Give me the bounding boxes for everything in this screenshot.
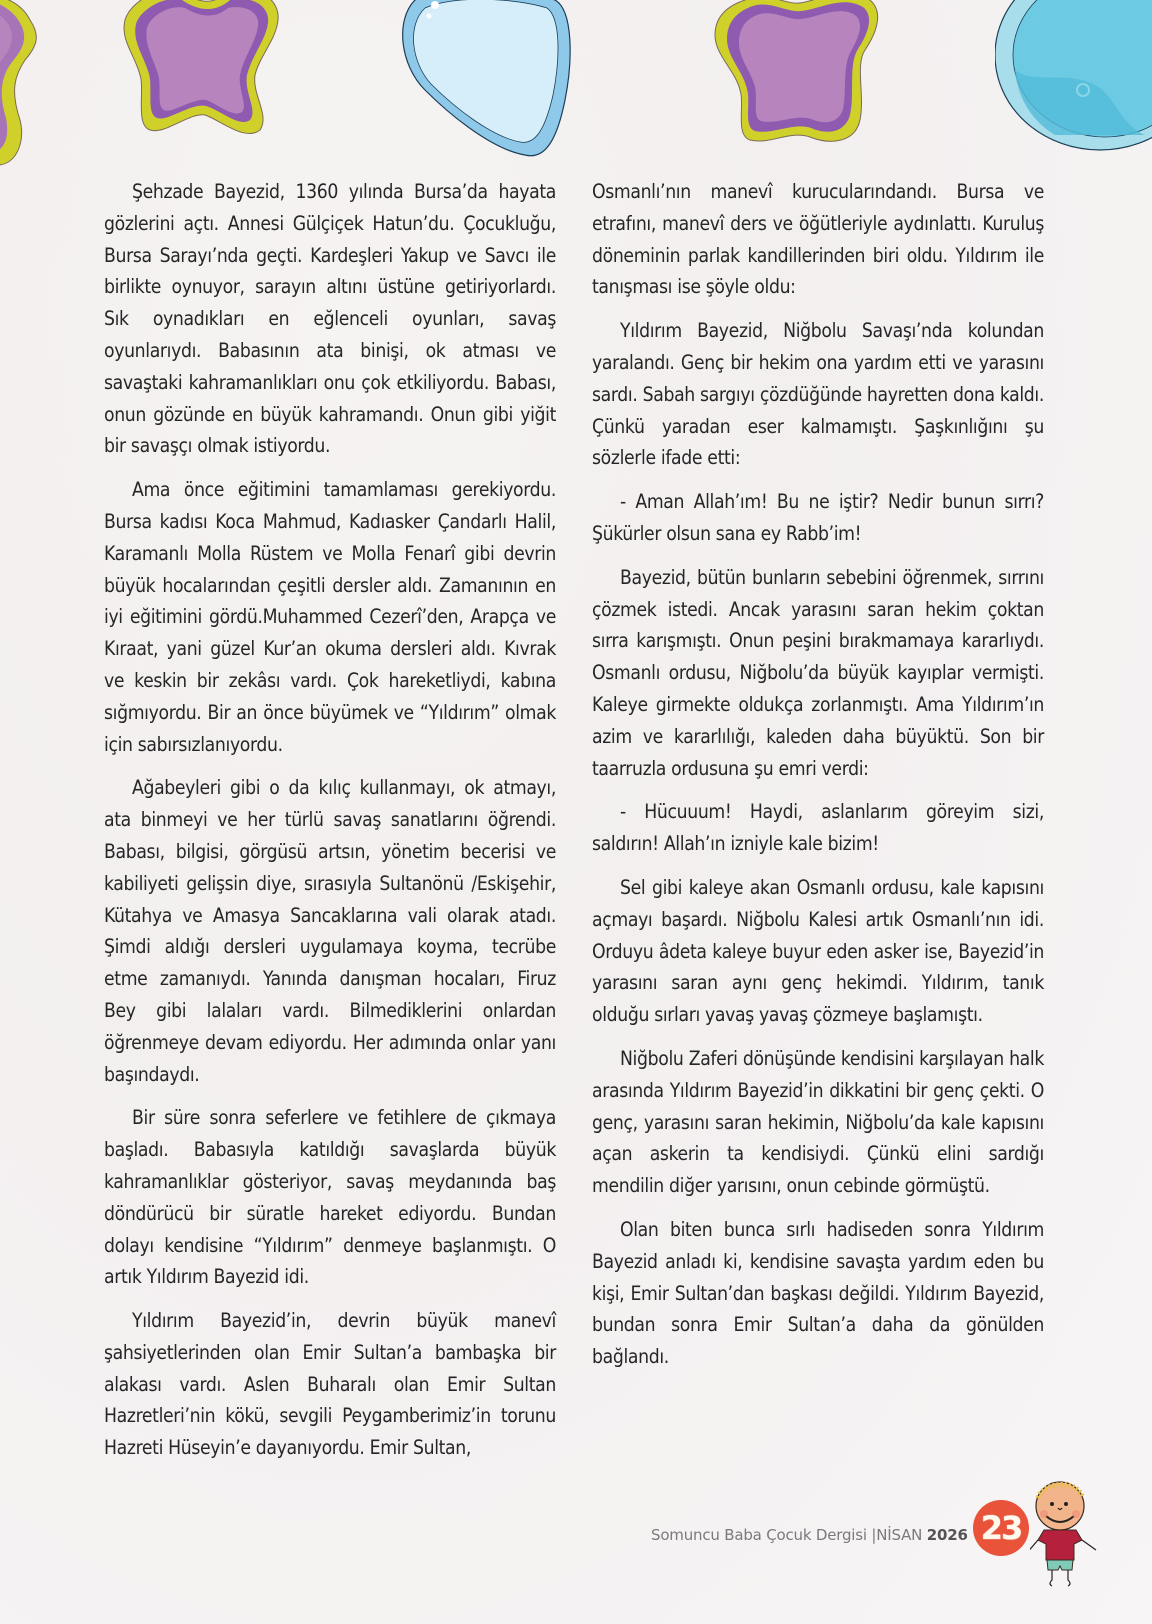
article-column-left	[104, 176, 556, 1476]
issue-year: 2026	[926, 1526, 968, 1544]
starfish-icon	[705, 0, 895, 150]
paragraph: Sel gibi kaleye akan Osmanlı ordusu, kale kapısını açmayı başardı. Niğbolu Kalesi artık Osmanlı’nın idi. Orduyu âdeta kaleye buyur eden asker ise, Bayezid’in yarasını saran aynı genç hekimdi. Yıldırım, tanık olduğu sırları yavaş yavaş çözmeye başlamıştı.	[592, 875, 1044, 1027]
starfish-icon	[120, 0, 300, 145]
starfish-icon	[0, 0, 85, 180]
paragraph: Yıldırım Bayezid, Niğbolu Savaşı’nda kolundan yaralandı. Genç bir hekim ona yardım etti ve yarasını sardı. Sabah sargıyı çözdüğünde hayretten dona kaldı. Çünkü yaradan eser kalmamıştı. Şaşkınlığını şu sözlerle ifade etti:	[592, 319, 1044, 470]
paragraph: Yıldırım Bayezid’in, devrin büyük manevî şahsiyetlerinden olan Emir Sultan’a bambaşka bir alakası vardı. Aslen Buharalı olan Emir Sultan Hazretleri’nin kökü, sevgili Peygamberimiz’in torunu Hazreti Hüseyin’e dayanıyordu. Emir Sultan,	[104, 1309, 556, 1460]
kid-character-icon	[1030, 1478, 1110, 1588]
footer-separator: |	[871, 1526, 877, 1544]
paragraph: Bayezid, bütün bunların sebebini öğrenmek, sırrını çözmek istedi. Ancak yarasını saran hekim çoktan sırra karışmıştı. Onun peşini bırakmamaya kararlıydı. Osmanlı ordusu, Niğbolu’da büyük kayıplar vermişti. Kaleye girmekte oldukça zorlanmıştı. Ama Yıldırım’ın azim ve kararlılığı, kaleden daha büyüktü. Son bir taarruzla ordusuna şu emri verdi:	[592, 565, 1044, 780]
paragraph: Şehzade Bayezid, 1360 yılında Bursa’da hayata gözlerini açtı. Annesi Gülçiçek Hatun’du. Çocukluğu, Bursa Sarayı’nda geçti. Kardeşleri Yakup ve Savcı ile birlikte oynuyor, sarayın altını üstüne getiriyorlardı. Sık oynadıkları en eğlenceli oyunları, savaş oyunlarıydı. Babasının ata binişi, ok atması ve savaştaki kahramanlıkları onu çok etkiliyordu. Babası, onun gözünde en büyük kahramandı. Onun gibi yiğit bir savaşçı olmak istiyordu.	[104, 180, 556, 458]
magazine-name: Somuncu Baba Çocuk Dergisi	[651, 1526, 867, 1544]
paragraph: Ağabeyleri gibi o da kılıç kullanmayı, ok atmayı, ata binmeyi ve her türlü savaş sanatlarını öğrendi. Babası, bilgisi, görgüsü artsın, yönetim becerisi ve kabiliyeti gelişsin diye, sırasıyla Sultanönü /Eskişehir, Kütahya ve Amasya Sancaklarına vali olarak atadı. Şimdi aldığı dersleri uygulamaya koyma, tecrübe etme zamanıydı. Yanında danışman hocaları, Firuz Bey gibi lalaları vardı. Bilmediklerini onlardan öğrenmeye devam ediyordu. Her adımında onlar yanı başındaydı.	[104, 776, 556, 1086]
paragraph-continuation: Osmanlı’nın manevî kurucularındandı. Bursa ve etrafını, manevî ders ve öğütleriyle aydınlattı. Kuruluş döneminin parlak kandillerinden biri oldu. Yıldırım ile tanışması ise şöyle oldu:	[592, 180, 1044, 299]
paragraph: Bir süre sonra seferlere ve fetihlere de çıkmaya başladı. Babasıyla katıldığı savaşlarda büyük kahramanlıklar gösteriyor, savaş meydanında baş döndürücü bir süratle hareket ediyordu. Bundan dolayı kendisine “Yıldırım” denmeye başlanmıştı. O artık Yıldırım Bayezid idi.	[104, 1106, 556, 1289]
paragraph: Olan biten bunca sırlı hadiseden sonra Yıldırım Bayezid anladı ki, kendisine savaşta yardım eden bu kişi, Emir Sultan’dan başkası değildi. Yıldırım Bayezid, bundan sonra Emir Sultan’a daha da gönülden bağlandı.	[592, 1217, 1044, 1369]
page-footer	[651, 1526, 968, 1544]
paragraph: Niğbolu Zaferi dönüşünde kendisini karşılayan halk arasında Yıldırım Bayezid’in dikkatini bir genç çekti. O genç, yarasını saran hekimin, Niğbolu’da kale kapısını açan askerin ta kendisiydi. Çünkü elini sardığı mendilin diğer yarısını, onun cebinde görmüştü.	[592, 1046, 1044, 1198]
article-column-right	[592, 176, 1044, 1385]
bubble-round-icon	[995, 0, 1152, 155]
page-number-badge: 23	[973, 1500, 1029, 1556]
issue-month: NİSAN	[876, 1526, 923, 1544]
paragraph-quote: - Hücuuum! Haydi, aslanlarım göreyim sizi, saldırın! Allah’ın izniyle kale bizim!	[592, 800, 1044, 856]
paragraph-quote: - Aman Allah’ım! Bu ne iştir? Nedir bunun sırrı? Şükürler olsun sana ey Rabb’im!	[592, 490, 1044, 545]
bubble-square-icon	[395, 0, 575, 165]
paragraph: Ama önce eğitimini tamamlaması gerekiyordu. Bursa kadısı Koca Mahmud, Kadıasker Çandarlı Halil, Karamanlı Molla Rüstem ve Molla Fenarî gibi devrin büyük hocalarından çeşitli dersler aldı. Zamanının en iyi eğitimini gördü.Muhammed Cezerî’den, Arapça ve Kıraat, yani güzel Kur’an okuma dersleri aldı. Kıvrak ve keskin bir zekâsı vardı. Çok hareketliydi, kabına sığmıyordu. Bir an önce büyümek ve “Yıldırım” olmak için sabırsızlanıyordu.	[104, 478, 556, 756]
